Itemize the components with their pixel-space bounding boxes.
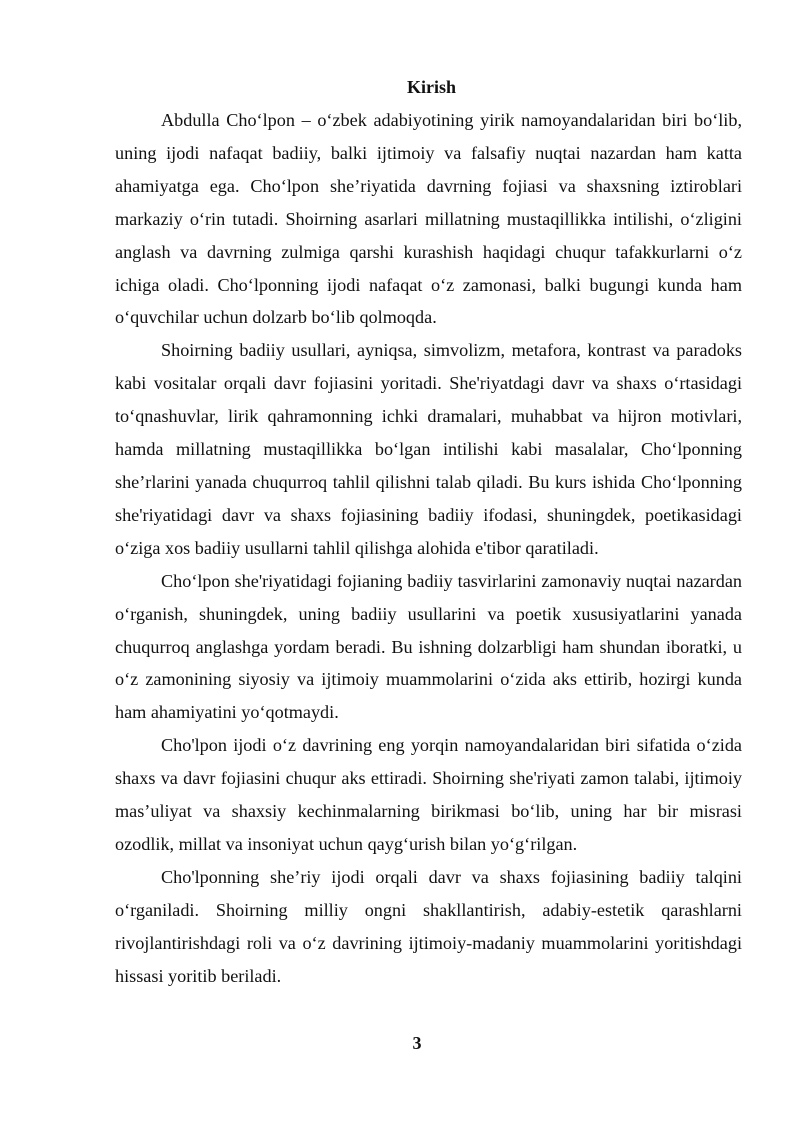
page-number: 3 xyxy=(412,1033,422,1053)
page-content xyxy=(115,74,742,992)
paragraph-2: Shoirning badiiy usullari, ayniqsa, simvolizm, metafora, kontrast va paradoks kabi vositalar orqali davr fojiasini yoritadi. She'riyatdagi davr va shaxs o‘rtasidagi to‘qnashuvlar, lirik qahramonning ichki dramalari, muhabbat va hijron motivlari, hamda millatning mustaqillikka bo‘lgan intilishi kabi masalalar, Cho‘lponning she’rlarini yanada chuqurroq tahlil qilishni talab qiladi. Bu kurs ishida Cho‘lponning she'riyatidagi davr va shaxs fojiasining badiiy ifodasi, shuningdek, poetikasidagi o‘ziga xos badiiy usullarni tahlil qilishga alohida e'tibor qaratiladi. xyxy=(115,340,742,558)
paragraph-4: Cho'lpon ijodi o‘z davrining eng yorqin namoyandalaridan biri sifatida o‘zida shaxs va davr fojiasini chuqur aks ettiradi. Shoirning she'riyati zamon talabi, ijtimoiy mas’uliyat va shaxsiy kechinmalarning birikmasi bo‘lib, uning har bir misrasi ozodlik, millat va insoniyat uchun qayg‘urish bilan yo‘g‘rilgan. xyxy=(115,735,742,854)
paragraph-3: Cho‘lpon she'riyatidagi fojianing badiiy tasvirlarini zamonaviy nuqtai nazardan o‘rganish, shuningdek, uning badiiy usullarini va poetik xususiyatlarini yanada chuqurroq anglashga yordam beradi. Bu ishning dolzarbligi ham shundan iboratki, u o‘z zamonining siyosiy va ijtimoiy muammolarini o‘zida aks ettirib, hozirgi kunda ham ahamiyatini yo‘qotmaydi. xyxy=(115,570,742,723)
paragraph-5: Cho'lponning she’riy ijodi orqali davr va shaxs fojiasining badiiy talqini o‘rganiladi. Shoirning milliy ongni shakllantirish, adabiy-estetik qarashlarni rivojlantirishdagi roli va o‘z davrining ijtimoiy-madaniy muammolarini yoritishdagi hissasi yoritib beriladi. xyxy=(115,866,742,986)
section-heading: Kirish xyxy=(406,77,456,97)
paragraph-1: Abdulla Cho‘lpon – o‘zbek adabiyotining yirik namoyandalaridan biri bo‘lib, uning ijodi nafaqat badiiy, balki ijtimoiy va falsafiy nuqtai nazardan ham katta ahamiyatga ega. Cho‘lpon she’riyatida davrning fojiasi va shaxsning iztiroblari markaziy o‘rin tutadi. Shoirning asarlari millatning mustaqillikka intilishi, o‘zligini anglash va davrning zulmiga qarshi kurashish haqidagi chuqur tafakkurlarni o‘z ichiga oladi. Cho‘lponning ijodi nafaqat o‘z zamonasi, balki bugungi kunda ham o‘quvchilar uchun dolzarb bo‘lib qolmoqda. xyxy=(115,110,742,328)
